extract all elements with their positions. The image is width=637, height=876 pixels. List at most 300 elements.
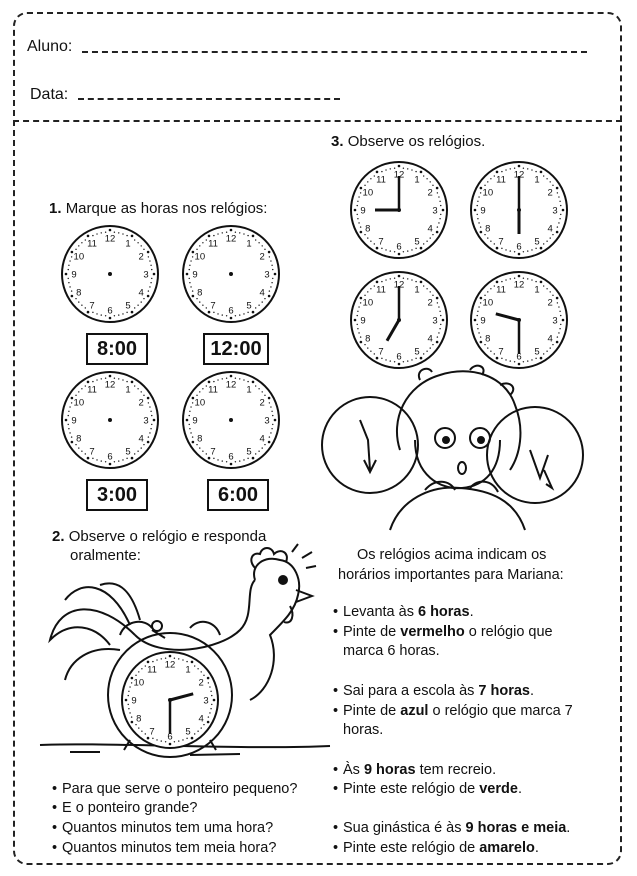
hour-tick bbox=[87, 235, 90, 238]
minute-tick bbox=[92, 312, 93, 313]
minute-tick bbox=[239, 314, 240, 315]
minute-tick bbox=[68, 265, 69, 266]
minute-tick bbox=[126, 312, 127, 313]
minute-tick bbox=[243, 233, 244, 234]
minute-tick bbox=[226, 461, 227, 462]
clock-number: 6 bbox=[396, 241, 402, 253]
clock-number: 2 bbox=[138, 397, 144, 409]
hour-tick bbox=[354, 209, 357, 212]
minute-tick bbox=[150, 411, 151, 412]
clock-number: 10 bbox=[362, 297, 374, 309]
minute-tick bbox=[239, 232, 240, 233]
minute-tick bbox=[367, 291, 368, 292]
minute-tick bbox=[209, 712, 210, 713]
hour-tick bbox=[208, 311, 211, 314]
minute-tick bbox=[505, 169, 506, 170]
clock-number: 6 bbox=[516, 241, 522, 253]
minute-tick bbox=[501, 281, 502, 282]
hour-tick bbox=[252, 311, 255, 314]
minute-tick bbox=[151, 269, 152, 270]
section1-number: 1. bbox=[49, 200, 62, 217]
clock-center bbox=[229, 418, 233, 422]
clock-number: 3 bbox=[552, 205, 558, 217]
question-2: • E o ponteiro grande? bbox=[62, 799, 197, 818]
hour-tick bbox=[147, 661, 150, 664]
minute-tick bbox=[367, 237, 368, 238]
blank-clock-4[interactable] bbox=[181, 370, 281, 470]
minute-tick bbox=[430, 347, 431, 348]
minute-tick bbox=[374, 285, 375, 286]
clock-number: 3 bbox=[264, 415, 270, 427]
minute-tick bbox=[264, 249, 265, 250]
clock-number: 4 bbox=[427, 333, 433, 345]
minute-tick bbox=[358, 222, 359, 223]
hour-tick bbox=[131, 677, 134, 680]
clock-number: 11 bbox=[208, 238, 218, 250]
hour-tick bbox=[518, 165, 521, 168]
section3-intro-1: Os relógios acima indicam os bbox=[357, 547, 547, 563]
minute-tick bbox=[161, 658, 162, 659]
minute-tick bbox=[149, 406, 150, 407]
minute-tick bbox=[213, 312, 214, 313]
minute-tick bbox=[269, 290, 270, 291]
clock-number: 12 bbox=[104, 233, 116, 245]
minute-tick bbox=[239, 378, 240, 379]
minute-tick bbox=[270, 406, 271, 407]
minute-tick bbox=[478, 222, 479, 223]
minute-tick bbox=[137, 305, 138, 306]
section1-heading bbox=[49, 200, 267, 217]
minute-tick bbox=[128, 704, 129, 705]
minute-tick bbox=[92, 458, 93, 459]
minute-tick bbox=[510, 168, 511, 169]
minute-tick bbox=[430, 291, 431, 292]
minute-tick bbox=[357, 328, 358, 329]
hour-tick bbox=[398, 165, 401, 168]
minute-tick bbox=[192, 436, 193, 437]
minute-tick bbox=[101, 314, 102, 315]
time-label-12: 12:00 bbox=[203, 333, 269, 365]
minute-tick bbox=[357, 315, 358, 316]
hour-tick bbox=[147, 737, 150, 740]
clock-number: 9 bbox=[192, 269, 198, 281]
clock-number: 12 bbox=[393, 279, 405, 291]
minute-tick bbox=[478, 306, 479, 307]
minute-tick bbox=[272, 415, 273, 416]
minute-tick bbox=[135, 675, 136, 676]
minute-tick bbox=[487, 291, 488, 292]
hour-tick bbox=[230, 317, 233, 320]
minute-tick bbox=[270, 432, 271, 433]
minute-tick bbox=[114, 461, 115, 462]
blank-clock-3[interactable] bbox=[60, 370, 160, 470]
minute-tick bbox=[247, 235, 248, 236]
minute-tick bbox=[484, 185, 485, 186]
clock-number: 8 bbox=[197, 287, 203, 299]
clock-number: 11 bbox=[496, 284, 506, 296]
minute-tick bbox=[210, 708, 211, 709]
minute-tick bbox=[150, 265, 151, 266]
minute-tick bbox=[527, 278, 528, 279]
hour-tick bbox=[274, 273, 277, 276]
minute-tick bbox=[357, 205, 358, 206]
hour-tick bbox=[186, 419, 189, 422]
minute-tick bbox=[550, 237, 551, 238]
minute-tick bbox=[211, 695, 212, 696]
minute-tick bbox=[423, 285, 424, 286]
minute-tick bbox=[143, 249, 144, 250]
clock-number: 5 bbox=[414, 346, 420, 358]
minute-tick bbox=[552, 185, 553, 186]
hour-tick bbox=[474, 319, 477, 322]
clock-number: 4 bbox=[198, 713, 204, 725]
hour-tick bbox=[442, 319, 445, 322]
data-line[interactable] bbox=[78, 98, 340, 100]
clock-number: 11 bbox=[208, 384, 218, 396]
minute-tick bbox=[477, 311, 478, 312]
minute-tick bbox=[438, 306, 439, 307]
minute-tick bbox=[439, 328, 440, 329]
minute-tick bbox=[235, 315, 236, 316]
minute-tick bbox=[439, 311, 440, 312]
minute-tick bbox=[137, 451, 138, 452]
hour-tick bbox=[268, 251, 271, 254]
minute-tick bbox=[202, 242, 203, 243]
hour-tick bbox=[540, 357, 543, 360]
clock-number: 7 bbox=[498, 346, 504, 358]
minute-tick bbox=[411, 169, 412, 170]
blank-clock-1[interactable] bbox=[60, 224, 160, 324]
hour-tick bbox=[192, 397, 195, 400]
clock-number: 10 bbox=[194, 251, 206, 263]
minute-tick bbox=[438, 196, 439, 197]
aluno-line[interactable] bbox=[82, 51, 587, 53]
minute-tick bbox=[255, 307, 256, 308]
minute-tick bbox=[271, 282, 272, 283]
minute-tick bbox=[68, 269, 69, 270]
display-clock-7h[interactable] bbox=[349, 270, 449, 370]
hour-tick bbox=[109, 229, 112, 232]
hour-tick bbox=[442, 209, 445, 212]
hour-tick bbox=[71, 295, 74, 298]
minute-tick bbox=[557, 302, 558, 303]
minute-tick bbox=[96, 233, 97, 234]
blank-clock-2[interactable] bbox=[181, 224, 281, 324]
hour-tick bbox=[147, 441, 150, 444]
minute-tick bbox=[423, 243, 424, 244]
minute-tick bbox=[258, 305, 259, 306]
minute-tick bbox=[374, 175, 375, 176]
minute-tick bbox=[385, 249, 386, 250]
minute-tick bbox=[239, 460, 240, 461]
minute-tick bbox=[165, 741, 166, 742]
minute-tick bbox=[560, 205, 561, 206]
minute-tick bbox=[206, 453, 207, 454]
hour-tick bbox=[131, 381, 134, 384]
minute-tick bbox=[122, 313, 123, 314]
time-label-3: 3:00 bbox=[86, 479, 148, 511]
hour-tick bbox=[556, 231, 559, 234]
hour-tick bbox=[191, 661, 194, 664]
minute-tick bbox=[222, 378, 223, 379]
minute-tick bbox=[559, 218, 560, 219]
clock-number: 10 bbox=[133, 677, 145, 689]
minute-tick bbox=[68, 415, 69, 416]
hour-tick bbox=[208, 381, 211, 384]
minute-tick bbox=[78, 391, 79, 392]
minute-tick bbox=[81, 388, 82, 389]
clock-number: 5 bbox=[534, 236, 540, 248]
hour-tick bbox=[398, 253, 401, 256]
minute-tick bbox=[559, 201, 560, 202]
minute-tick bbox=[178, 658, 179, 659]
minute-tick bbox=[426, 351, 427, 352]
section3-heading bbox=[331, 133, 485, 150]
clock-center bbox=[517, 208, 521, 212]
minute-tick bbox=[129, 686, 130, 687]
display-clock-930[interactable] bbox=[469, 270, 569, 370]
minute-tick bbox=[131, 716, 132, 717]
hour-tick bbox=[436, 187, 439, 190]
minute-tick bbox=[394, 251, 395, 252]
clock-center bbox=[229, 272, 233, 276]
minute-tick bbox=[264, 395, 265, 396]
question-1: • Para que serve o ponteiro pequeno? bbox=[62, 780, 297, 799]
minute-tick bbox=[501, 171, 502, 172]
hour-tick bbox=[109, 375, 112, 378]
clock-number: 4 bbox=[259, 287, 265, 299]
minute-tick bbox=[480, 336, 481, 337]
minute-tick bbox=[543, 175, 544, 176]
minute-tick bbox=[432, 185, 433, 186]
minute-tick bbox=[208, 716, 209, 717]
minute-tick bbox=[75, 249, 76, 250]
minute-tick bbox=[438, 332, 439, 333]
minute-tick bbox=[151, 278, 152, 279]
minute-tick bbox=[208, 682, 209, 683]
clock-number: 5 bbox=[185, 726, 191, 738]
minute-tick bbox=[78, 245, 79, 246]
minute-tick bbox=[128, 695, 129, 696]
minute-tick bbox=[390, 168, 391, 169]
minute-tick bbox=[557, 336, 558, 337]
hour-tick bbox=[376, 357, 379, 360]
minute-tick bbox=[510, 278, 511, 279]
item-6: • Pinte este relógio de verde. bbox=[343, 780, 522, 799]
minute-tick bbox=[69, 260, 70, 261]
minute-tick bbox=[258, 242, 259, 243]
clock-number: 12 bbox=[104, 379, 116, 391]
hour-tick bbox=[71, 251, 74, 254]
hour-tick bbox=[518, 253, 521, 256]
minute-tick bbox=[531, 169, 532, 170]
hour-tick bbox=[420, 171, 423, 174]
hour-tick bbox=[496, 247, 499, 250]
minute-tick bbox=[381, 171, 382, 172]
clock-number: 7 bbox=[378, 236, 384, 248]
clock-number: 8 bbox=[485, 223, 491, 235]
clock-center bbox=[517, 318, 521, 322]
hour-tick bbox=[556, 297, 559, 300]
clock-number: 4 bbox=[427, 223, 433, 235]
clock-number: 4 bbox=[259, 433, 265, 445]
minute-tick bbox=[206, 307, 207, 308]
minute-tick bbox=[550, 181, 551, 182]
hour-tick bbox=[360, 187, 363, 190]
minute-tick bbox=[156, 739, 157, 740]
hour-tick bbox=[474, 209, 477, 212]
minute-tick bbox=[78, 301, 79, 302]
clock-number: 2 bbox=[259, 251, 265, 263]
minute-tick bbox=[222, 232, 223, 233]
minute-tick bbox=[535, 281, 536, 282]
clock-number: 2 bbox=[547, 297, 553, 309]
minute-tick bbox=[494, 353, 495, 354]
clock-number: 3 bbox=[203, 695, 209, 707]
time-label-6: 6:00 bbox=[207, 479, 269, 511]
minute-tick bbox=[439, 218, 440, 219]
hour-tick bbox=[230, 229, 233, 232]
hour-tick bbox=[376, 247, 379, 250]
minute-tick bbox=[415, 281, 416, 282]
minute-tick bbox=[390, 278, 391, 279]
clock-number: 9 bbox=[131, 695, 137, 707]
minute-tick bbox=[272, 269, 273, 270]
minute-tick bbox=[69, 406, 70, 407]
minute-tick bbox=[189, 269, 190, 270]
minute-tick bbox=[235, 461, 236, 462]
hour-tick bbox=[420, 281, 423, 284]
clock-number: 1 bbox=[534, 174, 540, 186]
hour-tick bbox=[540, 247, 543, 250]
clock-number: 9 bbox=[360, 205, 366, 217]
minute-tick bbox=[151, 415, 152, 416]
hour-tick bbox=[147, 251, 150, 254]
minute-tick bbox=[258, 451, 259, 452]
clock-number: 6 bbox=[107, 305, 113, 317]
minute-tick bbox=[222, 314, 223, 315]
minute-tick bbox=[477, 214, 478, 215]
minute-tick bbox=[243, 379, 244, 380]
minute-tick bbox=[210, 691, 211, 692]
minute-tick bbox=[360, 336, 361, 337]
minute-tick bbox=[531, 249, 532, 250]
minute-tick bbox=[370, 178, 371, 179]
minute-tick bbox=[145, 733, 146, 734]
clock-number: 2 bbox=[427, 187, 433, 199]
clock-number: 7 bbox=[210, 300, 216, 312]
minute-tick bbox=[440, 205, 441, 206]
minute-tick bbox=[505, 249, 506, 250]
minute-tick bbox=[199, 245, 200, 246]
minute-tick bbox=[531, 279, 532, 280]
minute-tick bbox=[358, 196, 359, 197]
minute-tick bbox=[101, 378, 102, 379]
minute-tick bbox=[262, 301, 263, 302]
minute-tick bbox=[423, 175, 424, 176]
hour-tick bbox=[268, 397, 271, 400]
minute-tick bbox=[194, 665, 195, 666]
minute-tick bbox=[81, 305, 82, 306]
minute-tick bbox=[360, 192, 361, 193]
hour-tick bbox=[71, 441, 74, 444]
section2-number: 2. bbox=[52, 528, 65, 545]
hour-tick bbox=[109, 317, 112, 320]
minute-tick bbox=[68, 428, 69, 429]
clock-number: 5 bbox=[414, 236, 420, 248]
minute-tick bbox=[258, 388, 259, 389]
minute-tick bbox=[546, 241, 547, 242]
minute-tick bbox=[201, 671, 202, 672]
minute-tick bbox=[197, 668, 198, 669]
display-clock-9h[interactable] bbox=[349, 160, 449, 260]
hour-tick bbox=[360, 341, 363, 344]
clock-number: 10 bbox=[482, 187, 494, 199]
hour-tick bbox=[360, 297, 363, 300]
minute-tick bbox=[69, 432, 70, 433]
minute-tick bbox=[148, 436, 149, 437]
minute-tick bbox=[558, 332, 559, 333]
hour-tick bbox=[65, 419, 68, 422]
minute-tick bbox=[478, 332, 479, 333]
minute-tick bbox=[357, 201, 358, 202]
mariana-illustration bbox=[320, 360, 590, 540]
clock-center bbox=[397, 208, 401, 212]
display-clock-6h[interactable] bbox=[469, 160, 569, 260]
minute-tick bbox=[558, 306, 559, 307]
hour-tick bbox=[562, 209, 565, 212]
minute-tick bbox=[262, 245, 263, 246]
minute-tick bbox=[150, 428, 151, 429]
minute-tick bbox=[131, 682, 132, 683]
minute-tick bbox=[118, 378, 119, 379]
minute-tick bbox=[118, 460, 119, 461]
minute-tick bbox=[247, 381, 248, 382]
minute-tick bbox=[189, 282, 190, 283]
minute-tick bbox=[546, 288, 547, 289]
clock-number: 6 bbox=[396, 351, 402, 363]
minute-tick bbox=[407, 250, 408, 251]
clock-center bbox=[168, 698, 172, 702]
minute-tick bbox=[407, 168, 408, 169]
hour-tick bbox=[169, 743, 172, 746]
minute-tick bbox=[559, 311, 560, 312]
minute-tick bbox=[226, 315, 227, 316]
minute-tick bbox=[222, 460, 223, 461]
hour-tick bbox=[131, 721, 134, 724]
hour-tick bbox=[186, 273, 189, 276]
minute-tick bbox=[535, 171, 536, 172]
minute-tick bbox=[178, 740, 179, 741]
minute-tick bbox=[357, 311, 358, 312]
minute-tick bbox=[101, 460, 102, 461]
question-4: • Quantos minutos tem meia hora? bbox=[62, 839, 276, 858]
minute-tick bbox=[557, 226, 558, 227]
minute-tick bbox=[255, 239, 256, 240]
minute-tick bbox=[148, 256, 149, 257]
hour-tick bbox=[87, 457, 90, 460]
minute-tick bbox=[559, 328, 560, 329]
minute-tick bbox=[381, 248, 382, 249]
minute-tick bbox=[141, 245, 142, 246]
minute-tick bbox=[138, 671, 139, 672]
minute-tick bbox=[527, 250, 528, 251]
minute-tick bbox=[68, 411, 69, 412]
minute-tick bbox=[196, 395, 197, 396]
minute-tick bbox=[150, 282, 151, 283]
minute-tick bbox=[189, 415, 190, 416]
clock-number: 9 bbox=[480, 205, 486, 217]
